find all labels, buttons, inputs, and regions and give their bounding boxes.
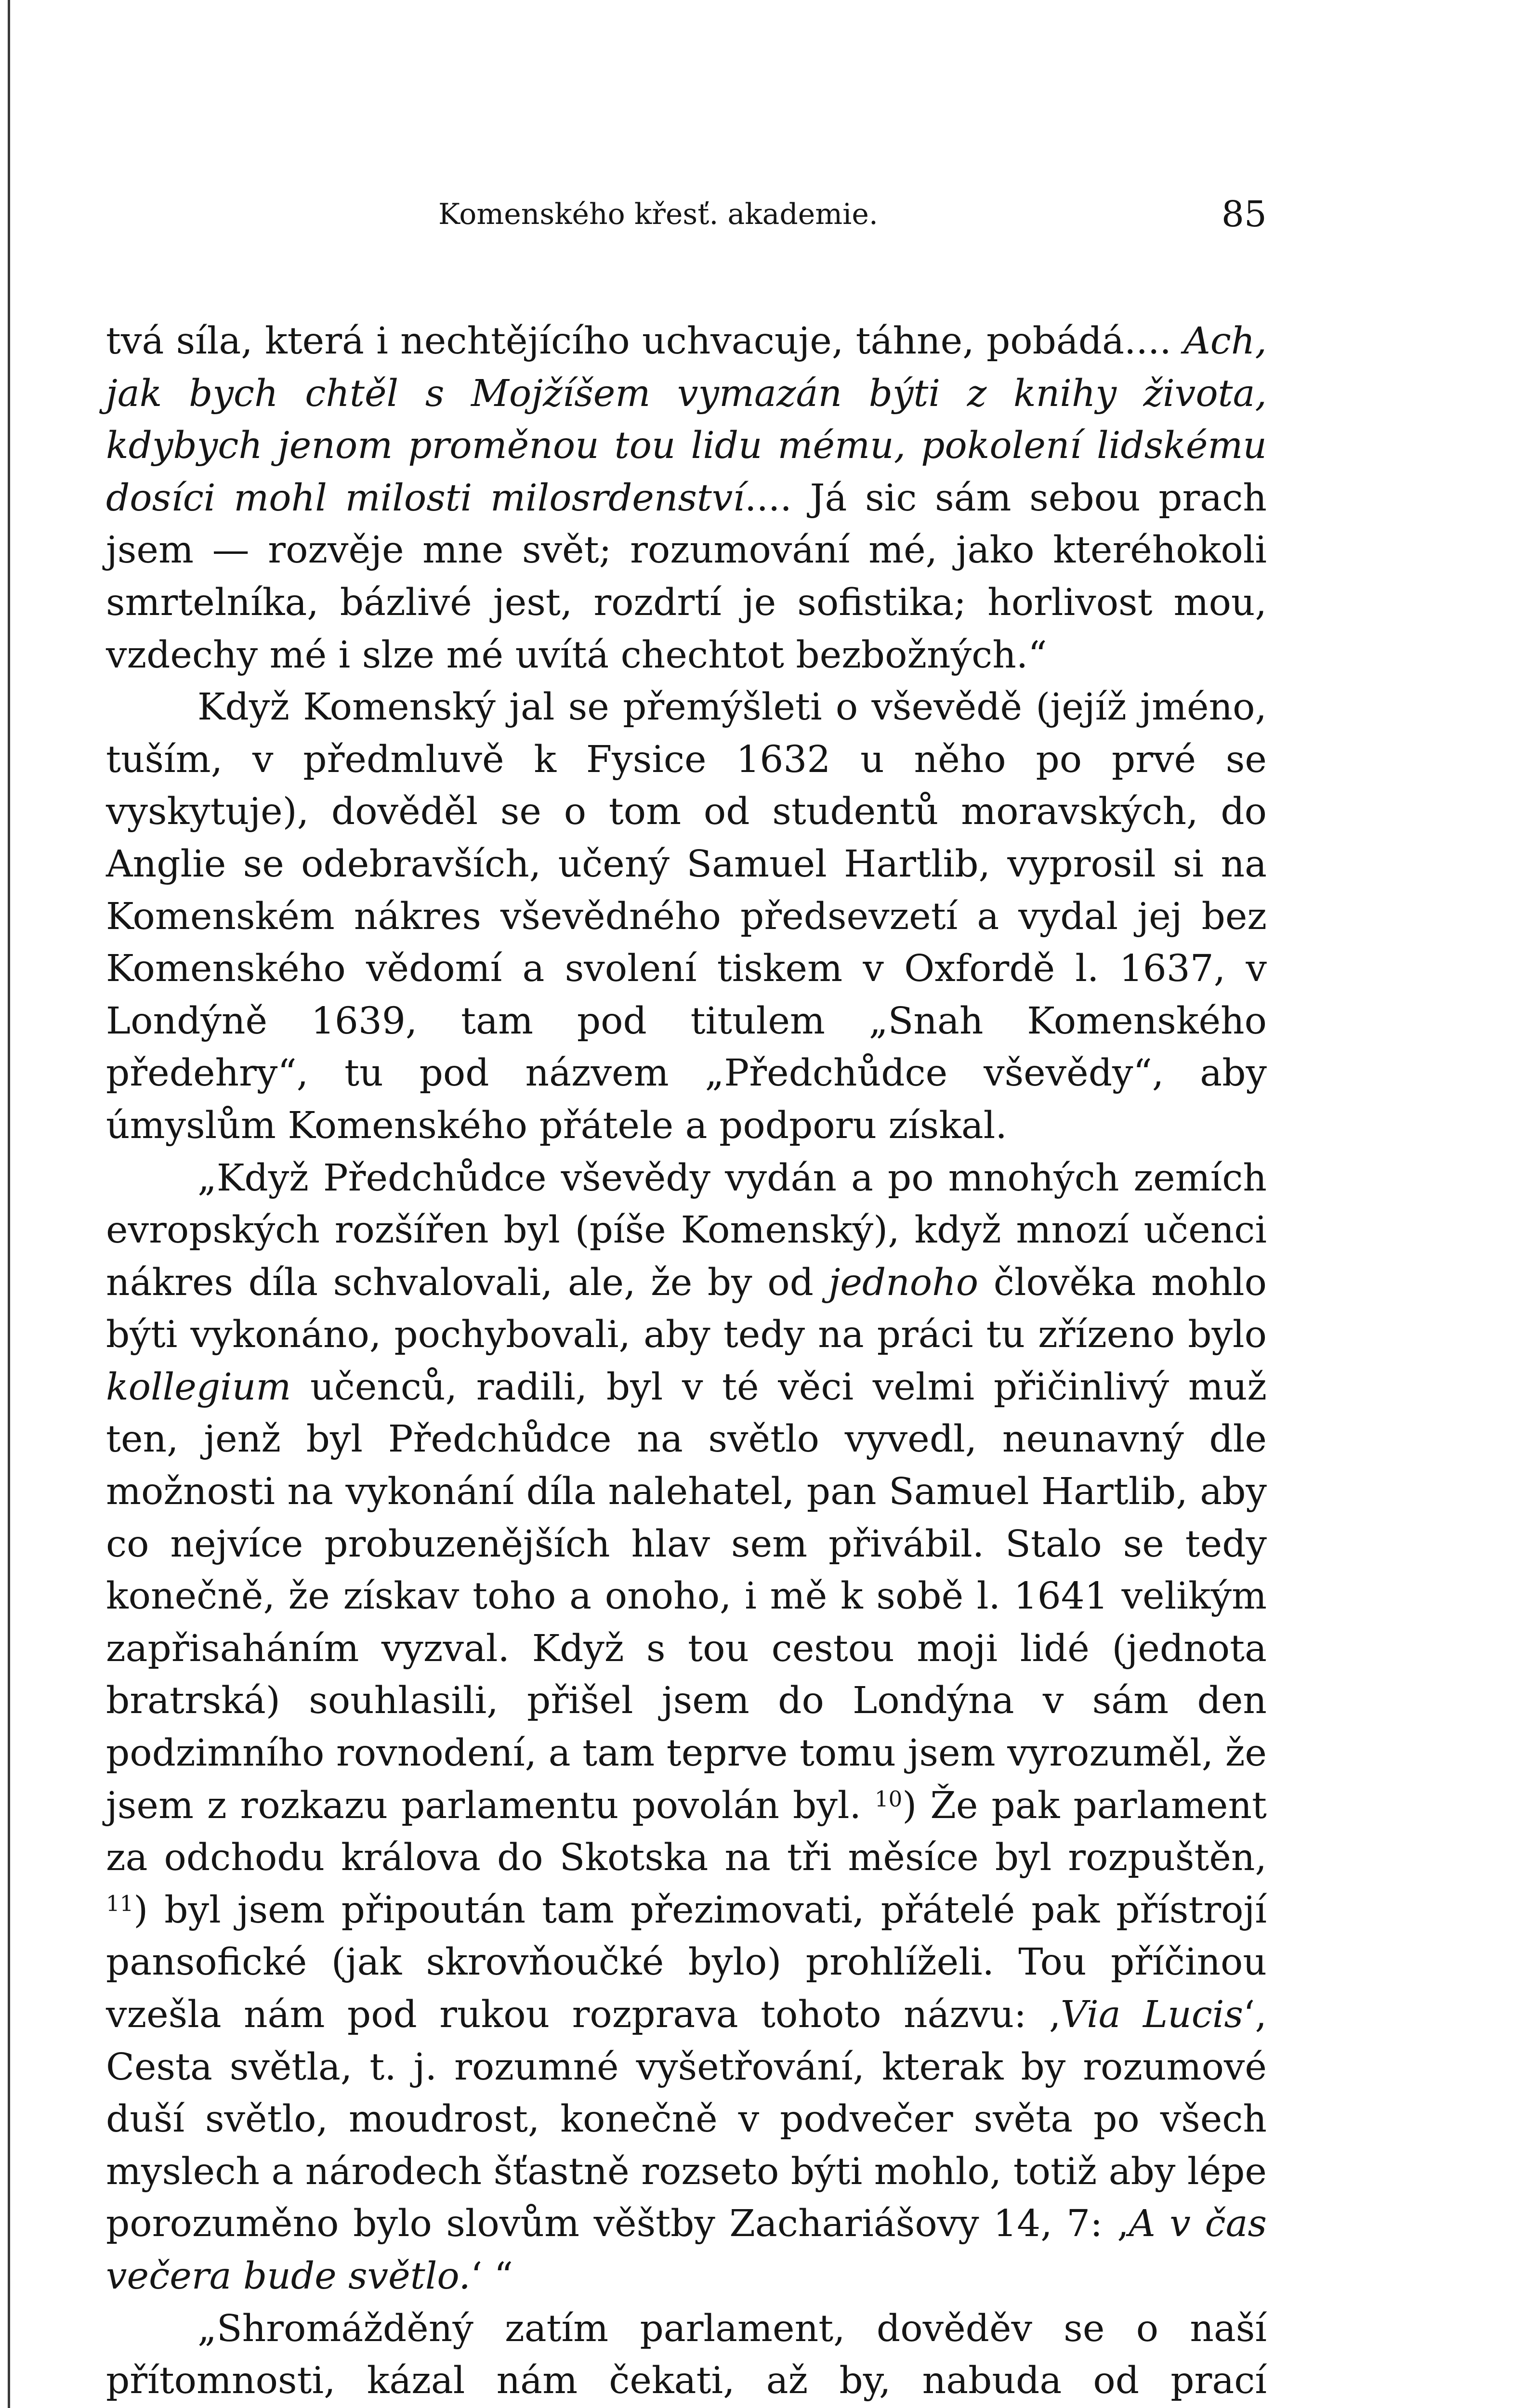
italic-text-run: Via Lucis bbox=[1060, 1993, 1244, 2036]
main-text bbox=[106, 315, 1267, 2408]
text-run: Když Komenský jal se přemýšleti o vševědě (jejíž jméno, tuším, v předmluvě k Fysice 1632 u něho po prvé se vyskytuje), dověděl se o tom od studentů moravských, do Anglie se odebravších, učený Samuel Hartlib, vyprosil si na Komenském nákres vševědného předsevzetí a vydal jej bez Komenského vědomí a svolení tiskem v Oxfordě l. 1637, v Londýně 1639, tam pod titulem „Snah Komenského předehry“, tu pod názvem „Předchůdce vševědy“, aby úmyslům Komenského přátele a podporu získal. bbox=[106, 686, 1267, 1147]
paragraph-2 bbox=[106, 681, 1267, 1152]
paragraph-4 bbox=[106, 2303, 1267, 2408]
footnote-reference-10: 10 bbox=[874, 1786, 903, 1812]
text-run: „Když Předchůdce vševědy vydán a po mnohých zemích evropských rozšířen byl (píše Komenský), když mnozí učenci nákres díla schvalovali, ale, že by od bbox=[106, 1156, 1267, 1304]
text-run: člověka mohlo býti vykonáno, pochybovali, aby tedy na práci tu zřízeno bylo bbox=[106, 1261, 1267, 1357]
text-run: tvá síla, která i nechtějícího uchvacuje, táhne, pobádá.... bbox=[106, 320, 1184, 363]
running-title: Komenského křesť. akademie. bbox=[438, 197, 878, 231]
page-edge-line bbox=[8, 0, 10, 2408]
text-run: „Shromážděný zatím parlament, dověděv se o naší přítomnosti, kázal nám čekati, až by, nabuda od prací bbox=[106, 2307, 1267, 2403]
page-header bbox=[106, 190, 1267, 243]
italic-text-run: Ach, jak bych chtěl s Mojžíšem vymazán býti z knihy života, kdybych jenom proměnou tou lidu mému, pokolení lidskému dosíci mohl milosti milosrdenství bbox=[106, 320, 1267, 520]
text-run: ) Že pak parlament za odchodu králova do Skotska na tři měsíce byl rozpuštěn, bbox=[106, 1784, 1267, 1880]
text-run: ‘, Cesta světla, t. j. rozumné vyšetřování, kterak by rozumové duší světlo, moudrost, konečně v podvečer světa po všech myslech a národech šťastně rozseto býti mohlo, totiž aby lépe porozuměno bylo slovům věštby Zachariášovy 14, 7: ‚ bbox=[106, 1993, 1267, 2246]
italic-text-run: jednoho bbox=[828, 1261, 979, 1304]
italic-text-run: kollegium bbox=[106, 1365, 291, 1409]
paragraph-1 bbox=[106, 315, 1267, 681]
page-number: 85 bbox=[1221, 194, 1267, 235]
text-run: ) byl jsem připoután tam přezimovati, přátelé pak přístrojí pansofické (jak skrovňoučké bylo) prohlíželi. Tou příčinou vzešla nám pod rukou rozprava tohoto názvu: ‚ bbox=[106, 1888, 1267, 2036]
text-run: ‘ “ bbox=[470, 2254, 513, 2298]
footnote-reference-11: 11 bbox=[106, 1890, 134, 1916]
paragraph-3 bbox=[106, 1152, 1267, 2303]
text-run: .... Já sic sám sebou prach jsem — rozvěje mne svět; rozumování mé, jako kteréhokoli smrtelníka, bázlivé jest, rozdrtí je sofistika; horlivost mou, vzdechy mé i slze mé uvítá chechtot bezbožných.“ bbox=[106, 476, 1267, 677]
text-run: učenců, radili, byl v té věci velmi přičinlivý muž ten, jenž byl Předchůdce na světlo vyvedl, neunavný dle možnosti na vykonání díla nalehatel, pan Samuel Hartlib, aby co nejvíce probuzenějších hlav sem přivábil. Stalo se tedy konečně, že získav toho a onoho, i mě k sobě l. 1641 velikým zapřisaháním vyzval. Když s tou cestou moji lidé (jednota bratrská) souhlasili, přišel jsem do Londýna v sám den podzimního rovnodení, a tam teprve tomu jsem vyrozuměl, že jsem z rozkazu parlamentu povolán byl. bbox=[106, 1365, 1267, 1827]
book-page bbox=[106, 190, 1267, 2408]
italic-text-run: A v čas večera bude světlo. bbox=[106, 2202, 1267, 2298]
